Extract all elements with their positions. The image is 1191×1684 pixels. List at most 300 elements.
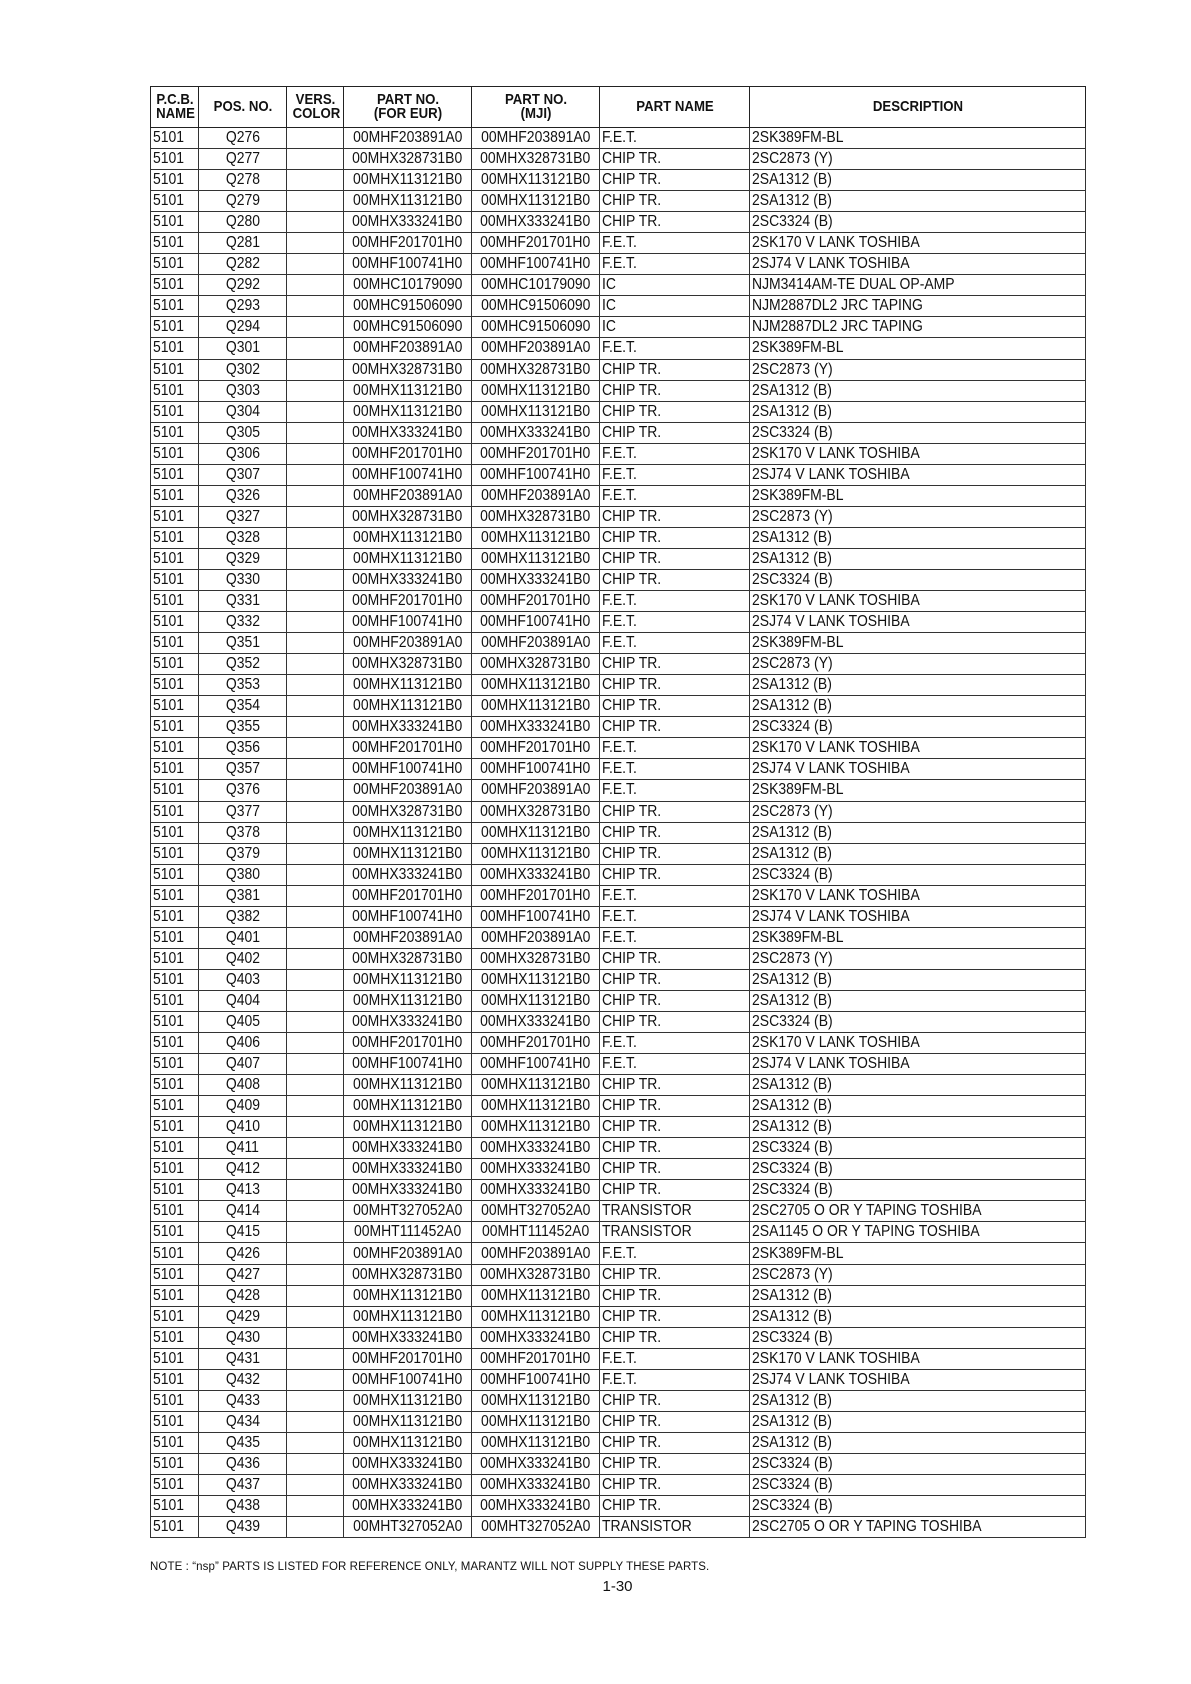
table-row	[151, 885, 1086, 906]
cell-pos-no: Q404	[199, 990, 287, 1011]
table-row	[151, 1496, 1086, 1517]
cell-part-no-mji: 00MHX113121B0	[472, 1096, 600, 1117]
cell-vers-color	[287, 591, 344, 612]
cell-pcb-name: 5101	[151, 864, 199, 885]
cell-pcb-name: 5101	[151, 780, 199, 801]
cell-part-name: CHIP TR.	[600, 696, 750, 717]
cell-part-no-eur: 00MHX113121B0	[344, 822, 472, 843]
cell-description: 2SC2705 O OR Y TAPING TOSHIBA	[750, 1201, 1086, 1222]
cell-part-no-mji: 00MHX113121B0	[472, 990, 600, 1011]
cell-description: 2SC2873 (Y)	[750, 801, 1086, 822]
table-row	[151, 1180, 1086, 1201]
cell-pcb-name: 5101	[151, 359, 199, 380]
cell-pos-no: Q426	[199, 1243, 287, 1264]
table-row	[151, 1117, 1086, 1138]
cell-vers-color	[287, 212, 344, 233]
cell-pos-no: Q294	[199, 317, 287, 338]
cell-part-name: CHIP TR.	[600, 401, 750, 422]
cell-part-no-eur: 00MHX113121B0	[344, 1117, 472, 1138]
cell-part-no-eur: 00MHF100741H0	[344, 906, 472, 927]
cell-pcb-name: 5101	[151, 254, 199, 275]
table-row	[151, 1159, 1086, 1180]
cell-part-no-eur: 00MHX328731B0	[344, 359, 472, 380]
table-row	[151, 1390, 1086, 1411]
table-row	[151, 212, 1086, 233]
cell-part-no-eur: 00MHX333241B0	[344, 1496, 472, 1517]
cell-vers-color	[287, 233, 344, 254]
table-row	[151, 1453, 1086, 1474]
cell-pcb-name: 5101	[151, 1369, 199, 1390]
cell-part-no-eur: 00MHX333241B0	[344, 864, 472, 885]
table-row	[151, 1432, 1086, 1453]
cell-part-name: F.E.T.	[600, 233, 750, 254]
cell-description: 2SA1312 (B)	[750, 1432, 1086, 1453]
cell-description: 2SC3324 (B)	[750, 1180, 1086, 1201]
cell-part-no-mji: 00MHT327052A0	[472, 1517, 600, 1538]
cell-pcb-name: 5101	[151, 591, 199, 612]
cell-vers-color	[287, 843, 344, 864]
cell-vers-color	[287, 464, 344, 485]
cell-part-no-eur: 00MHX328731B0	[344, 948, 472, 969]
cell-part-no-eur: 00MHX113121B0	[344, 527, 472, 548]
cell-vers-color	[287, 738, 344, 759]
cell-pos-no: Q411	[199, 1138, 287, 1159]
cell-part-no-mji: 00MHX328731B0	[472, 149, 600, 170]
cell-pcb-name: 5101	[151, 906, 199, 927]
cell-description: 2SC3324 (B)	[750, 1453, 1086, 1474]
cell-description: 2SA1312 (B)	[750, 380, 1086, 401]
table-row	[151, 128, 1086, 149]
cell-vers-color	[287, 338, 344, 359]
cell-part-no-eur: 00MHX113121B0	[344, 1306, 472, 1327]
cell-part-no-mji: 00MHX113121B0	[472, 675, 600, 696]
table-row	[151, 864, 1086, 885]
cell-part-no-mji: 00MHX113121B0	[472, 380, 600, 401]
cell-pcb-name: 5101	[151, 317, 199, 338]
cell-part-no-eur: 00MHF201701H0	[344, 1033, 472, 1054]
cell-vers-color	[287, 1453, 344, 1474]
cell-vers-color	[287, 1475, 344, 1496]
table-row	[151, 1075, 1086, 1096]
table-row	[151, 1201, 1086, 1222]
cell-pos-no: Q402	[199, 948, 287, 969]
cell-part-no-mji: 00MHF100741H0	[472, 464, 600, 485]
table-row	[151, 1096, 1086, 1117]
cell-part-no-eur: 00MHF203891A0	[344, 485, 472, 506]
cell-description: 2SC2873 (Y)	[750, 359, 1086, 380]
cell-vers-color	[287, 1180, 344, 1201]
cell-vers-color	[287, 1432, 344, 1453]
cell-pcb-name: 5101	[151, 738, 199, 759]
cell-vers-color	[287, 1264, 344, 1285]
cell-pcb-name: 5101	[151, 969, 199, 990]
cell-part-no-eur: 00MHF201701H0	[344, 738, 472, 759]
table-row	[151, 990, 1086, 1011]
cell-part-no-mji: 00MHF201701H0	[472, 443, 600, 464]
cell-part-no-mji: 00MHF203891A0	[472, 927, 600, 948]
cell-part-no-eur: 00MHF201701H0	[344, 885, 472, 906]
cell-part-name: CHIP TR.	[600, 1327, 750, 1348]
cell-vers-color	[287, 801, 344, 822]
cell-part-no-mji: 00MHF201701H0	[472, 885, 600, 906]
cell-pcb-name: 5101	[151, 422, 199, 443]
cell-pcb-name: 5101	[151, 1285, 199, 1306]
cell-pos-no: Q292	[199, 275, 287, 296]
cell-part-name: F.E.T.	[600, 485, 750, 506]
cell-part-no-mji: 00MHX113121B0	[472, 1117, 600, 1138]
cell-pcb-name: 5101	[151, 464, 199, 485]
cell-pcb-name: 5101	[151, 1054, 199, 1075]
cell-description: 2SC3324 (B)	[750, 1496, 1086, 1517]
cell-part-no-eur: 00MHF203891A0	[344, 780, 472, 801]
cell-part-name: F.E.T.	[600, 1243, 750, 1264]
cell-pos-no: Q438	[199, 1496, 287, 1517]
cell-pos-no: Q280	[199, 212, 287, 233]
cell-part-name: CHIP TR.	[600, 1496, 750, 1517]
table-row	[151, 969, 1086, 990]
cell-part-name: CHIP TR.	[600, 990, 750, 1011]
cell-pos-no: Q303	[199, 380, 287, 401]
cell-pcb-name: 5101	[151, 717, 199, 738]
cell-vers-color	[287, 885, 344, 906]
table-row	[151, 675, 1086, 696]
cell-part-no-eur: 00MHC10179090	[344, 275, 472, 296]
cell-pos-no: Q412	[199, 1159, 287, 1180]
cell-part-no-mji: 00MHF203891A0	[472, 338, 600, 359]
cell-pcb-name: 5101	[151, 1432, 199, 1453]
cell-vers-color	[287, 506, 344, 527]
cell-pcb-name: 5101	[151, 1138, 199, 1159]
header-row	[151, 87, 1086, 128]
cell-description: NJM2887DL2 JRC TAPING	[750, 296, 1086, 317]
cell-part-no-mji: 00MHX333241B0	[472, 1475, 600, 1496]
cell-part-no-mji: 00MHX113121B0	[472, 969, 600, 990]
cell-part-no-mji: 00MHF201701H0	[472, 591, 600, 612]
cell-part-no-mji: 00MHX333241B0	[472, 212, 600, 233]
cell-vers-color	[287, 275, 344, 296]
cell-part-no-eur: 00MHX333241B0	[344, 1159, 472, 1180]
cell-pos-no: Q409	[199, 1096, 287, 1117]
table-row	[151, 1517, 1086, 1538]
cell-description: 2SA1312 (B)	[750, 1285, 1086, 1306]
cell-part-name: CHIP TR.	[600, 654, 750, 675]
cell-description: 2SA1312 (B)	[750, 1411, 1086, 1432]
cell-part-name: CHIP TR.	[600, 149, 750, 170]
table-row	[151, 1264, 1086, 1285]
cell-part-name: F.E.T.	[600, 1369, 750, 1390]
cell-description: 2SA1312 (B)	[750, 401, 1086, 422]
cell-description: 2SC3324 (B)	[750, 1011, 1086, 1032]
cell-vers-color	[287, 1496, 344, 1517]
cell-part-no-mji: 00MHX333241B0	[472, 717, 600, 738]
cell-pos-no: Q278	[199, 170, 287, 191]
table-row	[151, 233, 1086, 254]
cell-part-no-mji: 00MHX328731B0	[472, 1264, 600, 1285]
cell-part-no-mji: 00MHF203891A0	[472, 128, 600, 149]
cell-pcb-name: 5101	[151, 1096, 199, 1117]
cell-pos-no: Q406	[199, 1033, 287, 1054]
cell-part-name: CHIP TR.	[600, 843, 750, 864]
cell-pcb-name: 5101	[151, 296, 199, 317]
cell-pcb-name: 5101	[151, 401, 199, 422]
cell-pos-no: Q378	[199, 822, 287, 843]
cell-part-no-mji: 00MHF203891A0	[472, 633, 600, 654]
cell-part-no-mji: 00MHX113121B0	[472, 527, 600, 548]
cell-pos-no: Q307	[199, 464, 287, 485]
cell-description: 2SJ74 V LANK TOSHIBA	[750, 464, 1086, 485]
cell-part-name: CHIP TR.	[600, 1075, 750, 1096]
cell-pos-no: Q377	[199, 801, 287, 822]
header-part-no-eur: PART NO. (FOR EUR)	[351, 87, 464, 128]
cell-pcb-name: 5101	[151, 338, 199, 359]
table-row	[151, 654, 1086, 675]
cell-description: 2SC2705 O OR Y TAPING TOSHIBA	[750, 1517, 1086, 1538]
cell-part-name: CHIP TR.	[600, 380, 750, 401]
cell-pos-no: Q433	[199, 1390, 287, 1411]
cell-part-no-mji: 00MHF100741H0	[472, 1369, 600, 1390]
cell-part-no-eur: 00MHX113121B0	[344, 1075, 472, 1096]
cell-description: 2SA1312 (B)	[750, 675, 1086, 696]
cell-pos-no: Q415	[199, 1222, 287, 1243]
cell-part-no-mji: 00MHT111452A0	[472, 1222, 600, 1243]
cell-part-no-eur: 00MHF203891A0	[344, 1243, 472, 1264]
table-row	[151, 401, 1086, 422]
table-row	[151, 1011, 1086, 1032]
cell-part-no-eur: 00MHX113121B0	[344, 380, 472, 401]
cell-description: 2SC3324 (B)	[750, 1138, 1086, 1159]
cell-part-no-eur: 00MHX113121B0	[344, 1096, 472, 1117]
table-row	[151, 717, 1086, 738]
cell-pos-no: Q401	[199, 927, 287, 948]
cell-part-no-mji: 00MHF201701H0	[472, 1033, 600, 1054]
cell-description: 2SC3324 (B)	[750, 1159, 1086, 1180]
cell-pos-no: Q431	[199, 1348, 287, 1369]
cell-part-name: CHIP TR.	[600, 864, 750, 885]
cell-part-name: CHIP TR.	[600, 948, 750, 969]
cell-pcb-name: 5101	[151, 822, 199, 843]
cell-description: 2SK389FM-BL	[750, 633, 1086, 654]
cell-part-no-mji: 00MHF100741H0	[472, 906, 600, 927]
cell-pos-no: Q353	[199, 675, 287, 696]
cell-vers-color	[287, 717, 344, 738]
cell-part-no-eur: 00MHX113121B0	[344, 969, 472, 990]
cell-description: 2SK389FM-BL	[750, 780, 1086, 801]
cell-part-name: CHIP TR.	[600, 212, 750, 233]
table-row	[151, 759, 1086, 780]
cell-part-no-mji: 00MHX113121B0	[472, 1432, 600, 1453]
cell-vers-color	[287, 927, 344, 948]
cell-vers-color	[287, 906, 344, 927]
cell-part-no-mji: 00MHX328731B0	[472, 801, 600, 822]
cell-description: 2SC2873 (Y)	[750, 654, 1086, 675]
cell-pos-no: Q432	[199, 1369, 287, 1390]
cell-part-no-mji: 00MHX328731B0	[472, 948, 600, 969]
cell-part-name: F.E.T.	[600, 128, 750, 149]
cell-pcb-name: 5101	[151, 1011, 199, 1032]
cell-pos-no: Q328	[199, 527, 287, 548]
table-row	[151, 1306, 1086, 1327]
cell-part-no-eur: 00MHX333241B0	[344, 212, 472, 233]
cell-part-no-mji: 00MHF203891A0	[472, 485, 600, 506]
header-vers-color: VERS. COLOR	[290, 87, 340, 128]
table-row	[151, 1475, 1086, 1496]
cell-vers-color	[287, 1222, 344, 1243]
cell-vers-color	[287, 149, 344, 170]
cell-pcb-name: 5101	[151, 170, 199, 191]
cell-description: 2SA1312 (B)	[750, 696, 1086, 717]
table-row	[151, 422, 1086, 443]
cell-part-no-mji: 00MHX333241B0	[472, 569, 600, 590]
cell-pcb-name: 5101	[151, 1453, 199, 1474]
cell-pcb-name: 5101	[151, 191, 199, 212]
cell-part-name: CHIP TR.	[600, 548, 750, 569]
cell-part-name: F.E.T.	[600, 1033, 750, 1054]
cell-part-no-mji: 00MHX113121B0	[472, 170, 600, 191]
cell-pcb-name: 5101	[151, 1264, 199, 1285]
cell-part-no-eur: 00MHF100741H0	[344, 759, 472, 780]
cell-part-name: F.E.T.	[600, 885, 750, 906]
cell-part-no-eur: 00MHX333241B0	[344, 422, 472, 443]
cell-vers-color	[287, 128, 344, 149]
cell-pcb-name: 5101	[151, 801, 199, 822]
cell-pos-no: Q351	[199, 633, 287, 654]
cell-part-name: CHIP TR.	[600, 1264, 750, 1285]
table-row	[151, 1222, 1086, 1243]
cell-description: 2SC3324 (B)	[750, 1327, 1086, 1348]
table-row	[151, 296, 1086, 317]
cell-description: 2SA1312 (B)	[750, 969, 1086, 990]
cell-pos-no: Q413	[199, 1180, 287, 1201]
cell-part-no-eur: 00MHX328731B0	[344, 654, 472, 675]
cell-pcb-name: 5101	[151, 675, 199, 696]
cell-description: 2SC3324 (B)	[750, 569, 1086, 590]
cell-part-no-eur: 00MHX333241B0	[344, 1138, 472, 1159]
cell-part-no-eur: 00MHX333241B0	[344, 569, 472, 590]
cell-part-no-mji: 00MHX328731B0	[472, 359, 600, 380]
cell-vers-color	[287, 1117, 344, 1138]
cell-part-no-eur: 00MHF203891A0	[344, 927, 472, 948]
cell-part-name: F.E.T.	[600, 254, 750, 275]
cell-description: 2SJ74 V LANK TOSHIBA	[750, 612, 1086, 633]
cell-pcb-name: 5101	[151, 843, 199, 864]
cell-part-no-eur: 00MHX333241B0	[344, 1327, 472, 1348]
cell-description: 2SC3324 (B)	[750, 864, 1086, 885]
table-row	[151, 948, 1086, 969]
cell-part-no-mji: 00MHX113121B0	[472, 548, 600, 569]
cell-part-name: CHIP TR.	[600, 170, 750, 191]
cell-pcb-name: 5101	[151, 1159, 199, 1180]
cell-part-no-mji: 00MHX333241B0	[472, 1159, 600, 1180]
cell-pos-no: Q276	[199, 128, 287, 149]
cell-part-no-mji: 00MHF201701H0	[472, 1348, 600, 1369]
cell-pcb-name: 5101	[151, 990, 199, 1011]
cell-pos-no: Q436	[199, 1453, 287, 1474]
cell-pcb-name: 5101	[151, 1517, 199, 1538]
footer-note: NOTE : “nsp” PARTS IS LISTED FOR REFERENCE ONLY, MARANTZ WILL NOT SUPPLY THESE PARTS.	[150, 1561, 710, 1573]
cell-part-name: F.E.T.	[600, 612, 750, 633]
cell-pos-no: Q407	[199, 1054, 287, 1075]
cell-description: 2SK389FM-BL	[750, 128, 1086, 149]
cell-part-no-mji: 00MHX113121B0	[472, 1306, 600, 1327]
cell-pcb-name: 5101	[151, 233, 199, 254]
cell-pos-no: Q437	[199, 1475, 287, 1496]
cell-part-name: CHIP TR.	[600, 969, 750, 990]
cell-pos-no: Q429	[199, 1306, 287, 1327]
table-row	[151, 485, 1086, 506]
cell-part-no-eur: 00MHX113121B0	[344, 170, 472, 191]
cell-part-name: CHIP TR.	[600, 1096, 750, 1117]
cell-pos-no: Q354	[199, 696, 287, 717]
cell-part-no-mji: 00MHF203891A0	[472, 1243, 600, 1264]
table-header	[151, 87, 1086, 128]
cell-description: 2SA1312 (B)	[750, 990, 1086, 1011]
cell-description: 2SK389FM-BL	[750, 1243, 1086, 1264]
cell-part-no-eur: 00MHF100741H0	[344, 1369, 472, 1390]
cell-pos-no: Q355	[199, 717, 287, 738]
cell-part-no-eur: 00MHX333241B0	[344, 717, 472, 738]
cell-part-no-mji: 00MHX333241B0	[472, 1138, 600, 1159]
cell-vers-color	[287, 1306, 344, 1327]
cell-vers-color	[287, 1138, 344, 1159]
cell-pos-no: Q332	[199, 612, 287, 633]
cell-part-no-mji: 00MHF100741H0	[472, 1054, 600, 1075]
table-row	[151, 822, 1086, 843]
cell-part-no-eur: 00MHF100741H0	[344, 612, 472, 633]
cell-part-no-mji: 00MHC91506090	[472, 296, 600, 317]
cell-description: 2SC3324 (B)	[750, 212, 1086, 233]
cell-description: 2SC2873 (Y)	[750, 506, 1086, 527]
cell-part-name: CHIP TR.	[600, 1306, 750, 1327]
cell-part-no-eur: 00MHX333241B0	[344, 1180, 472, 1201]
cell-pos-no: Q408	[199, 1075, 287, 1096]
cell-description: 2SJ74 V LANK TOSHIBA	[750, 906, 1086, 927]
cell-description: 2SA1312 (B)	[750, 527, 1086, 548]
cell-vers-color	[287, 1243, 344, 1264]
cell-vers-color	[287, 1011, 344, 1032]
cell-vers-color	[287, 1054, 344, 1075]
cell-pos-no: Q302	[199, 359, 287, 380]
cell-vers-color	[287, 864, 344, 885]
cell-part-no-mji: 00MHC10179090	[472, 275, 600, 296]
cell-description: 2SJ74 V LANK TOSHIBA	[750, 1369, 1086, 1390]
cell-vers-color	[287, 948, 344, 969]
cell-description: 2SA1145 O OR Y TAPING TOSHIBA	[750, 1222, 1086, 1243]
cell-part-no-eur: 00MHX113121B0	[344, 696, 472, 717]
cell-part-no-eur: 00MHX113121B0	[344, 675, 472, 696]
cell-part-no-mji: 00MHX328731B0	[472, 506, 600, 527]
cell-part-name: CHIP TR.	[600, 801, 750, 822]
cell-part-no-mji: 00MHX333241B0	[472, 1496, 600, 1517]
cell-part-no-mji: 00MHF203891A0	[472, 780, 600, 801]
header-pcb-name: P.C.B. NAME	[153, 87, 195, 128]
cell-part-name: CHIP TR.	[600, 527, 750, 548]
cell-part-no-mji: 00MHC91506090	[472, 317, 600, 338]
cell-description: 2SC3324 (B)	[750, 422, 1086, 443]
cell-pcb-name: 5101	[151, 1496, 199, 1517]
cell-part-name: CHIP TR.	[600, 1411, 750, 1432]
cell-part-no-mji: 00MHX333241B0	[472, 864, 600, 885]
cell-pcb-name: 5101	[151, 948, 199, 969]
cell-pos-no: Q430	[199, 1327, 287, 1348]
cell-vers-color	[287, 1327, 344, 1348]
cell-part-name: CHIP TR.	[600, 1453, 750, 1474]
cell-description: 2SA1312 (B)	[750, 1096, 1086, 1117]
cell-vers-color	[287, 1411, 344, 1432]
cell-description: 2SC2873 (Y)	[750, 948, 1086, 969]
cell-description: 2SJ74 V LANK TOSHIBA	[750, 254, 1086, 275]
cell-part-no-eur: 00MHX328731B0	[344, 801, 472, 822]
cell-part-no-eur: 00MHX113121B0	[344, 1285, 472, 1306]
